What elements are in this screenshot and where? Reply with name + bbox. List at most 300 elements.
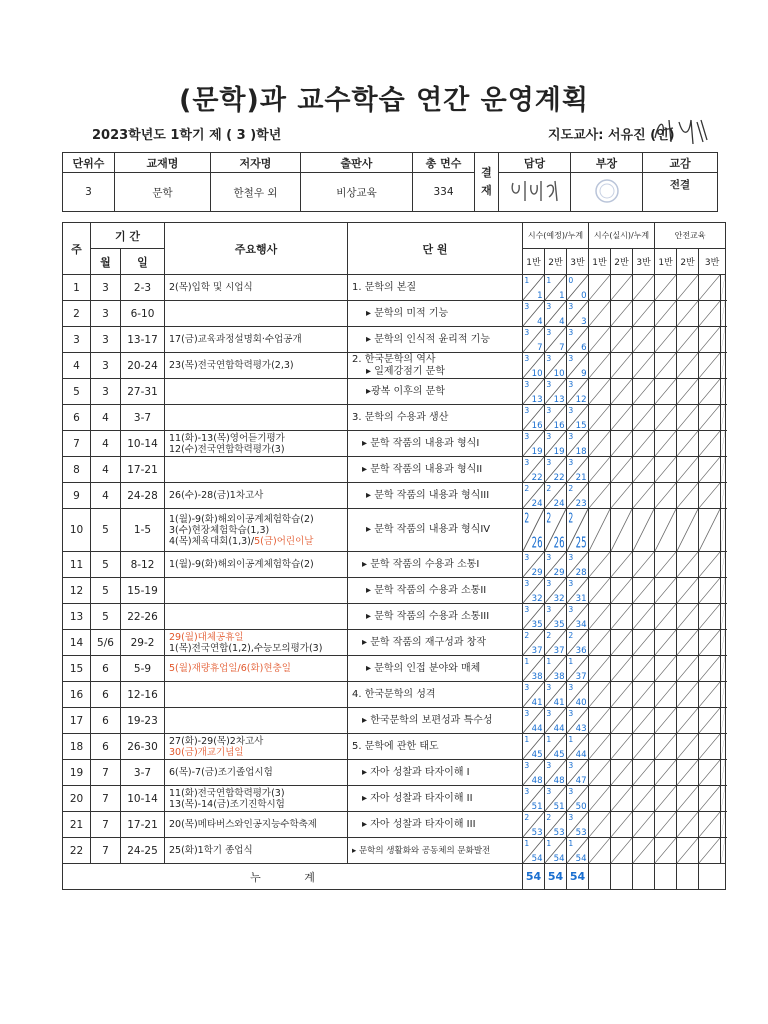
diagonal-line — [655, 812, 676, 837]
events-cell — [165, 405, 348, 431]
hours-cumulative: 4 — [559, 316, 565, 326]
safety-edu-cell — [677, 509, 699, 552]
diagonal-line — [677, 379, 698, 404]
table-row — [63, 405, 726, 431]
planned-hours-cell — [545, 812, 567, 838]
hours-value: 3 — [568, 457, 574, 468]
safety-edu-cell — [699, 786, 721, 812]
diagonal-line — [677, 656, 698, 681]
planned-hours-cell — [545, 578, 567, 604]
safety-edu-cell — [721, 431, 726, 457]
actual-hours-cell — [611, 405, 633, 431]
hours-diagonal — [523, 483, 544, 508]
hours-value: 3 — [546, 405, 552, 416]
hours-diagonal — [523, 604, 544, 629]
unit-line: 5. 문학에 관한 태도 — [352, 740, 439, 752]
diagonal-line — [611, 327, 632, 352]
events-cell — [165, 379, 348, 405]
safety-edu-cell — [655, 578, 677, 604]
event-holiday: 5(금)어린이날 — [254, 535, 314, 547]
month-value: 3 — [91, 379, 121, 405]
hours-cumulative: 51 — [531, 801, 543, 811]
class2-real-header: 2반 — [611, 249, 633, 275]
hours-diagonal — [567, 552, 588, 577]
event-line: 13(목)-14(금)조기진학시험 — [169, 798, 285, 810]
table-row — [63, 483, 726, 509]
unit-cell — [348, 379, 523, 405]
class3-plan-header: 3반 — [567, 249, 589, 275]
hours-cumulative: 7 — [559, 342, 565, 352]
textbook-header: 교재명 — [115, 153, 211, 173]
approval-manager-header: 담당 — [499, 153, 571, 173]
unit-line: 1. 문학의 본질 — [352, 281, 417, 293]
author-header: 저자명 — [211, 153, 301, 173]
safety-edu-cell — [721, 708, 726, 734]
unit-line: ▸ 문학 작품의 재구성과 창작 — [362, 636, 486, 648]
empty-diagonal — [655, 353, 676, 378]
month-value: 7 — [91, 812, 121, 838]
event-line-mixed — [169, 536, 347, 547]
hours-cumulative: 23 — [575, 498, 587, 508]
hours-diagonal — [545, 630, 566, 655]
planned-hours-cell — [523, 327, 545, 353]
planned-hours-cell — [545, 327, 567, 353]
safety-edu-cell — [677, 786, 699, 812]
empty-diagonal — [677, 630, 698, 655]
empty-diagonal — [655, 838, 676, 863]
hours-cumulative: 10 — [531, 368, 543, 378]
planned-hours-cell — [545, 275, 567, 301]
hours-value: 3 — [568, 812, 574, 823]
events-cell — [165, 656, 348, 682]
events-cell — [165, 786, 348, 812]
planned-hours-cell — [523, 509, 545, 552]
unit-line: ▸ 문학 작품의 내용과 형식I — [362, 437, 480, 449]
actual-hours-cell — [589, 734, 611, 760]
diagonal-line — [655, 734, 676, 759]
hours-diagonal — [523, 708, 544, 733]
week-number: 7 — [63, 431, 91, 457]
safety-edu-cell — [677, 734, 699, 760]
total-real-2 — [611, 864, 633, 890]
empty-diagonal — [677, 708, 698, 733]
events-cell — [165, 353, 348, 379]
diagonal-line — [699, 786, 720, 811]
safety-edu-cell — [655, 275, 677, 301]
diagonal-line — [611, 405, 632, 430]
unit-header: 단 원 — [348, 223, 523, 275]
week-number: 3 — [63, 327, 91, 353]
diagonal-line — [677, 734, 698, 759]
month-value: 7 — [91, 838, 121, 864]
empty-diagonal — [611, 656, 632, 681]
empty-diagonal — [633, 552, 654, 577]
events-cell — [165, 708, 348, 734]
hours-diagonal — [545, 301, 566, 326]
events-cell — [165, 838, 348, 864]
month-value: 6 — [91, 682, 121, 708]
table-row — [63, 509, 726, 552]
total-safety-2 — [677, 864, 699, 890]
empty-diagonal — [699, 578, 720, 603]
approval-head-header: 부장 — [571, 153, 643, 173]
safety-edu-cell — [699, 812, 721, 838]
hours-value: 3 — [568, 431, 574, 442]
diagonal-line — [589, 457, 610, 482]
empty-diagonal — [589, 838, 610, 863]
empty-diagonal — [589, 708, 610, 733]
empty-diagonal — [699, 682, 720, 707]
safety-edu-cell — [677, 327, 699, 353]
unit-line: ▸ 자아 성찰과 타자이해 I — [362, 766, 470, 778]
actual-hours-cell — [589, 682, 611, 708]
actual-hours-cell — [589, 509, 611, 552]
month-value: 7 — [91, 760, 121, 786]
diagonal-line — [677, 682, 698, 707]
month-value: 5 — [91, 578, 121, 604]
total-class1: 54 — [523, 864, 545, 890]
unit-line: ▸ 문학 작품의 내용과 형식II — [362, 463, 483, 475]
diagonal-line — [633, 812, 654, 837]
hours-diagonal — [545, 483, 566, 508]
actual-hours-cell — [611, 457, 633, 483]
event-line: 27(화)-29(목)2차고사 — [169, 735, 264, 747]
planned-hours-cell — [523, 630, 545, 656]
empty-diagonal — [589, 630, 610, 655]
empty-diagonal — [633, 578, 654, 603]
safety-edu-cell — [699, 275, 721, 301]
diagonal-line — [633, 483, 654, 508]
empty-diagonal — [633, 760, 654, 785]
hours-diagonal — [567, 483, 588, 508]
total-real-3 — [633, 864, 655, 890]
diagonal-line — [699, 552, 720, 577]
class2-plan-header: 2반 — [545, 249, 567, 275]
actual-hours-cell — [589, 327, 611, 353]
hours-cumulative: 43 — [575, 723, 587, 733]
empty-diagonal — [611, 838, 632, 863]
approval-vice-header: 교감 — [643, 153, 718, 173]
unit-line: 3. 문학의 수용과 생산 — [352, 411, 449, 423]
empty-diagonal — [589, 301, 610, 326]
planned-hours-cell — [567, 275, 589, 301]
hours-diagonal — [523, 734, 544, 759]
empty-diagonal — [589, 760, 610, 785]
day-range: 6-10 — [121, 301, 165, 327]
empty-diagonal — [655, 327, 676, 352]
empty-diagonal — [589, 457, 610, 482]
hours-diagonal — [567, 275, 588, 300]
diagonal-line — [677, 630, 698, 655]
pages-value: 334 — [413, 173, 475, 212]
empty-diagonal — [655, 760, 676, 785]
events-cell — [165, 578, 348, 604]
hours-diagonal — [545, 327, 566, 352]
diagonal-line — [633, 604, 654, 629]
seal-image — [592, 177, 622, 205]
empty-diagonal — [633, 630, 654, 655]
actual-hours-cell — [611, 578, 633, 604]
unit-cell — [348, 812, 523, 838]
diagonal-line — [721, 275, 725, 300]
safety-edu-cell — [699, 734, 721, 760]
diagonal-line — [655, 786, 676, 811]
safety-edu-cell — [655, 457, 677, 483]
safety-edu-cell — [655, 483, 677, 509]
actual-hours-cell — [589, 552, 611, 578]
hours-value: 2 — [546, 630, 552, 641]
events-cell — [165, 327, 348, 353]
week-number: 22 — [63, 838, 91, 864]
hours-value: 2 — [546, 510, 552, 527]
diagonal-line — [721, 682, 725, 707]
diagonal-line — [655, 275, 676, 300]
hours-cumulative: 15 — [575, 420, 587, 430]
planned-hours-cell — [567, 734, 589, 760]
approval-manager-sign — [499, 173, 571, 212]
actual-hours-cell — [589, 483, 611, 509]
diagonal-line — [699, 760, 720, 785]
empty-diagonal — [589, 734, 610, 759]
diagonal-line — [589, 734, 610, 759]
hours-value: 3 — [546, 786, 552, 797]
safety-edu-cell — [721, 327, 726, 353]
hours-value: 3 — [568, 301, 574, 312]
publisher-value: 비상교육 — [301, 173, 413, 212]
unit-cell — [348, 353, 523, 379]
diagonal-line — [589, 656, 610, 681]
empty-diagonal — [721, 682, 725, 707]
month-value: 3 — [91, 353, 121, 379]
day-range: 19-23 — [121, 708, 165, 734]
hours-diagonal — [523, 552, 544, 577]
planned-hours-cell — [567, 812, 589, 838]
planned-hours-cell — [567, 578, 589, 604]
hours-cumulative: 54 — [575, 853, 587, 863]
empty-diagonal — [655, 509, 676, 551]
diagonal-line — [611, 379, 632, 404]
events-cell — [165, 483, 348, 509]
diagonal-line — [699, 656, 720, 681]
safety-edu-cell — [699, 353, 721, 379]
event-line: 1(목)전국연합(1,2),수능모의평가(3) — [169, 642, 323, 654]
author-value: 한철우 외 — [211, 173, 301, 212]
hours-value: 2 — [546, 483, 552, 494]
hours-cumulative: 44 — [531, 723, 543, 733]
hours-diagonal — [567, 656, 588, 681]
hours-diagonal — [567, 353, 588, 378]
diagonal-line — [721, 812, 725, 837]
hours-diagonal — [523, 760, 544, 785]
diagonal-line — [633, 405, 654, 430]
planned-hours-cell — [523, 353, 545, 379]
planned-hours-cell — [567, 682, 589, 708]
day-range: 8-12 — [121, 552, 165, 578]
diagonal-line — [721, 604, 725, 629]
planned-hours-cell — [523, 379, 545, 405]
actual-hours-cell — [633, 578, 655, 604]
diagonal-line — [721, 656, 725, 681]
hours-value: 3 — [546, 457, 552, 468]
day-range: 2-3 — [121, 275, 165, 301]
day-range: 17-21 — [121, 812, 165, 838]
week-number: 6 — [63, 405, 91, 431]
empty-diagonal — [589, 578, 610, 603]
safety-edu-cell — [699, 630, 721, 656]
hours-value: 3 — [546, 604, 552, 615]
diagonal-line — [633, 431, 654, 456]
unit-line: ▸ 자아 성찰과 타자이해 II — [362, 792, 473, 804]
month-value: 6 — [91, 708, 121, 734]
hours-value: 3 — [546, 431, 552, 442]
month-value: 3 — [91, 275, 121, 301]
diagonal-line — [655, 552, 676, 577]
day-range: 24-28 — [121, 483, 165, 509]
events-cell — [165, 301, 348, 327]
hours-value: 1 — [524, 734, 530, 745]
diagonal-line — [611, 656, 632, 681]
safety-edu-cell — [721, 457, 726, 483]
hours-cumulative: 35 — [531, 619, 543, 629]
event-line: 26(수)-28(금)1차고사 — [169, 490, 264, 501]
hours-value: 2 — [568, 483, 574, 494]
hours-value: 3 — [546, 708, 552, 719]
diagonal-line — [655, 483, 676, 508]
diagonal-line — [633, 838, 654, 863]
safety-edu-cell — [655, 431, 677, 457]
hours-cumulative: 19 — [531, 446, 543, 456]
safety-edu-cell — [655, 630, 677, 656]
planned-hours-cell — [545, 604, 567, 630]
hours-cumulative: 54 — [553, 853, 565, 863]
planned-hours-cell — [523, 275, 545, 301]
empty-diagonal — [655, 405, 676, 430]
safety-edu-cell — [677, 431, 699, 457]
empty-diagonal — [611, 578, 632, 603]
safety-edu-cell — [677, 838, 699, 864]
safety-edu-cell — [677, 275, 699, 301]
diagonal-line — [655, 838, 676, 863]
planned-hours-cell — [523, 457, 545, 483]
unit-line: ▸ 자아 성찰과 타자이해 III — [362, 818, 476, 830]
planned-hours-cell — [567, 405, 589, 431]
diagonal-line — [633, 509, 654, 551]
event-line: 12(수)전국연합학력평가(3) — [169, 443, 285, 455]
event-line: 3(수)현장체험학습(1,3) — [169, 524, 270, 536]
planned-hours-cell — [567, 656, 589, 682]
week-number: 11 — [63, 552, 91, 578]
week-number: 13 — [63, 604, 91, 630]
diagonal-line — [655, 405, 676, 430]
actual-hours-cell — [611, 838, 633, 864]
hours-value: 1 — [546, 275, 552, 286]
hours-diagonal — [567, 630, 588, 655]
day-range: 22-26 — [121, 604, 165, 630]
table-row — [63, 552, 726, 578]
hours-diagonal — [523, 682, 544, 707]
unit-cell — [348, 552, 523, 578]
safety-edu-cell — [677, 682, 699, 708]
actual-hours-cell — [633, 431, 655, 457]
actual-hours-cell — [633, 812, 655, 838]
hours-cumulative: 38 — [531, 671, 543, 681]
diagonal-line — [655, 604, 676, 629]
hours-diagonal — [545, 656, 566, 681]
month-value: 5 — [91, 604, 121, 630]
pages-header: 총 면수 — [413, 153, 475, 173]
safety-edu-cell — [655, 405, 677, 431]
diagonal-line — [589, 708, 610, 733]
hours-cumulative: 44 — [553, 723, 565, 733]
hours-diagonal — [523, 578, 544, 603]
diagonal-line — [721, 630, 725, 655]
empty-diagonal — [677, 812, 698, 837]
actual-hours-cell — [611, 786, 633, 812]
planned-hours-cell — [523, 431, 545, 457]
diagonal-line — [655, 708, 676, 733]
safety-edu-cell — [655, 682, 677, 708]
diagonal-line — [677, 552, 698, 577]
hours-cumulative: 26 — [531, 534, 543, 551]
empty-diagonal — [677, 552, 698, 577]
table-row — [63, 327, 726, 353]
diagonal-line — [721, 760, 725, 785]
manager-signature-image — [505, 177, 565, 205]
diagonal-line — [721, 578, 725, 603]
planned-hours-cell — [523, 578, 545, 604]
actual-hours-cell — [611, 431, 633, 457]
empty-diagonal — [589, 327, 610, 352]
hours-value: 3 — [568, 604, 574, 615]
table-row — [63, 786, 726, 812]
planned-hours-cell — [567, 552, 589, 578]
hours-cumulative: 54 — [531, 853, 543, 863]
empty-diagonal — [721, 578, 725, 603]
safety-edu-cell — [699, 604, 721, 630]
diagonal-line — [633, 630, 654, 655]
diagonal-line — [699, 682, 720, 707]
diagonal-line — [699, 578, 720, 603]
month-value: 5/6 — [91, 630, 121, 656]
safety-edu-cell — [655, 812, 677, 838]
hours-cumulative: 25 — [575, 534, 587, 551]
hours-cumulative: 22 — [531, 472, 543, 482]
day-range: 27-31 — [121, 379, 165, 405]
day-range: 3-7 — [121, 405, 165, 431]
diagonal-line — [655, 327, 676, 352]
empty-diagonal — [633, 604, 654, 629]
empty-diagonal — [699, 552, 720, 577]
safety-edu-cell — [655, 760, 677, 786]
diagonal-line — [699, 301, 720, 326]
week-number: 5 — [63, 379, 91, 405]
hours-value: 3 — [568, 379, 574, 390]
hours-cumulative: 26 — [553, 534, 565, 551]
empty-diagonal — [655, 379, 676, 404]
hours-cumulative: 28 — [575, 567, 587, 577]
hours-diagonal — [545, 405, 566, 430]
week-number: 9 — [63, 483, 91, 509]
actual-hours-cell — [611, 509, 633, 552]
planned-hours-cell — [545, 630, 567, 656]
unit-line: ▸ 문학의 인식적 윤리적 기능 — [366, 333, 490, 345]
diagonal-line — [633, 734, 654, 759]
hours-value: 3 — [524, 353, 530, 364]
safety-edu-cell — [677, 353, 699, 379]
actual-hours-cell — [589, 786, 611, 812]
actual-hours-cell — [633, 734, 655, 760]
planned-hours-cell — [523, 301, 545, 327]
